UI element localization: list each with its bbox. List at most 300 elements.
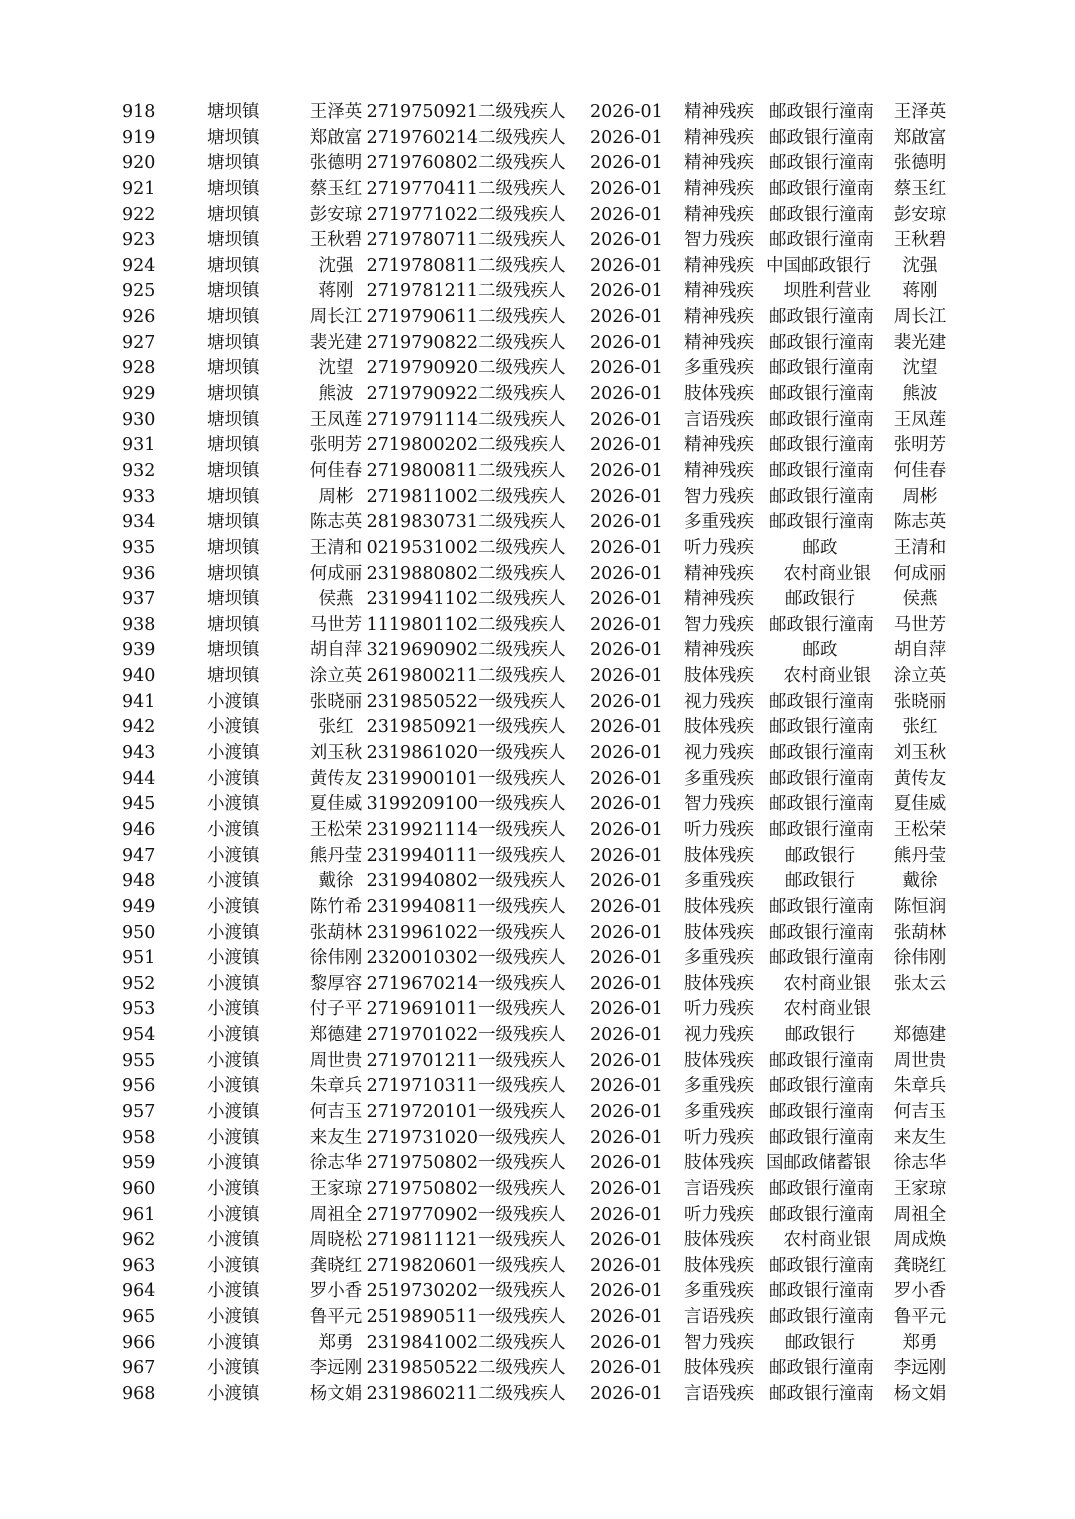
bank-cell: 邮政银行潼南: [769, 819, 874, 840]
town-cell: 塘坝镇: [207, 589, 260, 610]
table-row: [0, 1305, 1075, 1331]
bank-cell: 邮政银行潼南: [769, 922, 874, 943]
disability-level-cell: 一级残疾人: [478, 1127, 566, 1148]
bank-cell: 邮政银行潼南: [769, 1101, 874, 1122]
disability-level-cell: 一级残疾人: [478, 896, 566, 917]
row-number: 945: [122, 794, 156, 815]
disability-level-cell: 二级残疾人: [478, 460, 566, 481]
bank-cell: 邮政银行: [785, 845, 855, 866]
table-row: [0, 459, 1075, 485]
name-cell: 王秋碧: [309, 230, 363, 251]
name-cell: 张红: [318, 717, 354, 738]
bank-cell: 邮政银行潼南: [769, 768, 874, 789]
bank-cell: 坝胜利营业: [783, 281, 871, 302]
id-number-cell: 2719750802: [366, 1178, 478, 1199]
town-cell: 小渡镇: [207, 922, 260, 943]
date-cell: 2026-01: [590, 1307, 663, 1328]
town-cell: 小渡镇: [207, 973, 260, 994]
town-cell: 塘坝镇: [207, 230, 260, 251]
bank-cell: 邮政银行潼南: [769, 1384, 874, 1405]
account-holder-cell: 夏佳威: [893, 794, 947, 815]
town-cell: 小渡镇: [207, 845, 260, 866]
id-number-cell: 2719790920: [366, 358, 478, 379]
table-row: [0, 228, 1075, 254]
account-holder-cell: 郑啟富: [893, 127, 947, 148]
table-row: [0, 1151, 1075, 1177]
table-row: [0, 408, 1075, 434]
town-cell: 小渡镇: [207, 1255, 260, 1276]
name-cell: 胡自萍: [309, 640, 363, 661]
account-holder-cell: 郑德建: [893, 1025, 947, 1046]
date-cell: 2026-01: [590, 896, 663, 917]
bank-cell: 邮政银行潼南: [769, 614, 874, 635]
date-cell: 2026-01: [590, 230, 663, 251]
table-row: [0, 715, 1075, 741]
disability-type-cell: 精神残疾: [684, 178, 754, 199]
date-cell: 2026-01: [590, 1230, 663, 1251]
row-number: 947: [122, 845, 156, 866]
disability-type-cell: 肢体残疾: [684, 1358, 754, 1379]
name-cell: 周长江: [309, 307, 363, 328]
disability-level-cell: 一级残疾人: [478, 1178, 566, 1199]
disability-level-cell: 二级残疾人: [478, 307, 566, 328]
account-holder-cell: 马世芳: [893, 614, 947, 635]
disability-level-cell: 二级残疾人: [478, 332, 566, 353]
row-number: 957: [122, 1101, 156, 1122]
name-cell: 王松荣: [309, 819, 363, 840]
bank-cell: 邮政银行潼南: [769, 1204, 874, 1225]
id-number-cell: 2319921114: [366, 819, 478, 840]
disability-type-cell: 视力残疾: [684, 743, 754, 764]
disability-type-cell: 精神残疾: [684, 332, 754, 353]
date-cell: 2026-01: [590, 1255, 663, 1276]
row-number: 936: [122, 563, 156, 584]
table-row: [0, 1023, 1075, 1049]
disability-level-cell: 二级残疾人: [478, 230, 566, 251]
name-cell: 来友生: [309, 1127, 363, 1148]
name-cell: 黎厚容: [309, 973, 363, 994]
bank-cell: 邮政银行潼南: [769, 178, 874, 199]
id-number-cell: 2719760802: [366, 153, 478, 174]
table-row: [0, 1100, 1075, 1126]
date-cell: 2026-01: [590, 255, 663, 276]
disability-level-cell: 二级残疾人: [478, 153, 566, 174]
disability-level-cell: 一级残疾人: [478, 1204, 566, 1225]
date-cell: 2026-01: [590, 948, 663, 969]
disability-type-cell: 肢体残疾: [684, 845, 754, 866]
table-row: [0, 844, 1075, 870]
account-holder-cell: 罗小香: [893, 1281, 947, 1302]
bank-cell: 邮政银行潼南: [769, 1127, 874, 1148]
row-number: 925: [122, 281, 156, 302]
row-number: 954: [122, 1025, 156, 1046]
disability-level-cell: 一级残疾人: [478, 819, 566, 840]
date-cell: 2026-01: [590, 614, 663, 635]
disability-type-cell: 多重残疾: [684, 1281, 754, 1302]
name-cell: 郑德建: [309, 1025, 363, 1046]
table-row: [0, 664, 1075, 690]
id-number-cell: 2320010302: [366, 948, 478, 969]
account-holder-cell: 王秋碧: [893, 230, 947, 251]
name-cell: 何佳春: [309, 460, 363, 481]
disability-level-cell: 一级残疾人: [478, 922, 566, 943]
row-number: 927: [122, 332, 156, 353]
bank-cell: 邮政银行潼南: [769, 153, 874, 174]
table-row: [0, 485, 1075, 511]
bank-cell: 邮政银行潼南: [769, 409, 874, 430]
disability-level-cell: 二级残疾人: [478, 127, 566, 148]
town-cell: 塘坝镇: [207, 332, 260, 353]
disability-level-cell: 二级残疾人: [478, 204, 566, 225]
bank-cell: 国邮政储蓄银: [766, 1153, 871, 1174]
disability-level-cell: 一级残疾人: [478, 691, 566, 712]
date-cell: 2026-01: [590, 1358, 663, 1379]
account-holder-cell: 蔡玉红: [893, 178, 947, 199]
disability-level-cell: 二级残疾人: [478, 1358, 566, 1379]
account-holder-cell: 熊波: [902, 384, 938, 405]
disability-level-cell: 二级残疾人: [478, 255, 566, 276]
bank-cell: 农村商业银: [783, 1230, 871, 1251]
id-number-cell: 2719800202: [366, 435, 478, 456]
id-number-cell: 2719790922: [366, 384, 478, 405]
disability-type-cell: 肢体残疾: [684, 1255, 754, 1276]
account-holder-cell: 王清和: [893, 537, 947, 558]
table-row: [0, 690, 1075, 716]
bank-cell: 邮政银行潼南: [769, 127, 874, 148]
row-number: 943: [122, 743, 156, 764]
table-row: [0, 305, 1075, 331]
account-holder-cell: 张德明: [893, 153, 947, 174]
date-cell: 2026-01: [590, 743, 663, 764]
table-row: [0, 972, 1075, 998]
row-number: 958: [122, 1127, 156, 1148]
row-number: 926: [122, 307, 156, 328]
disability-type-cell: 精神残疾: [684, 127, 754, 148]
table-row: [0, 536, 1075, 562]
id-number-cell: 2719780811: [366, 255, 478, 276]
disability-type-cell: 精神残疾: [684, 153, 754, 174]
disability-type-cell: 智力残疾: [684, 1332, 754, 1353]
table-row: [0, 279, 1075, 305]
date-cell: 2026-01: [590, 973, 663, 994]
row-number: 955: [122, 1050, 156, 1071]
row-number: 939: [122, 640, 156, 661]
id-number-cell: 2319961022: [366, 922, 478, 943]
table-row: [0, 151, 1075, 177]
town-cell: 塘坝镇: [207, 640, 260, 661]
date-cell: 2026-01: [590, 1101, 663, 1122]
date-cell: 2026-01: [590, 204, 663, 225]
name-cell: 周晓松: [309, 1230, 363, 1251]
bank-cell: 农村商业银: [783, 666, 871, 687]
row-number: 965: [122, 1307, 156, 1328]
table-row: [0, 1126, 1075, 1152]
bank-cell: 中国邮政银行: [766, 255, 871, 276]
disability-type-cell: 精神残疾: [684, 435, 754, 456]
bank-cell: 邮政银行潼南: [769, 717, 874, 738]
town-cell: 小渡镇: [207, 1025, 260, 1046]
town-cell: 小渡镇: [207, 691, 260, 712]
date-cell: 2026-01: [590, 1050, 663, 1071]
table-row: [0, 1254, 1075, 1280]
name-cell: 王清和: [309, 537, 363, 558]
id-number-cell: 2319861020: [366, 743, 478, 764]
table-row: [0, 767, 1075, 793]
town-cell: 小渡镇: [207, 896, 260, 917]
date-cell: 2026-01: [590, 1127, 663, 1148]
bank-cell: 邮政银行: [785, 1025, 855, 1046]
id-number-cell: 2719710311: [366, 1076, 478, 1097]
table-row: [0, 1177, 1075, 1203]
table-row: [0, 587, 1075, 613]
disability-level-cell: 二级残疾人: [478, 358, 566, 379]
row-number: 960: [122, 1178, 156, 1199]
bank-cell: 邮政银行潼南: [769, 307, 874, 328]
date-cell: 2026-01: [590, 922, 663, 943]
disability-level-cell: 二级残疾人: [478, 102, 566, 122]
town-cell: 塘坝镇: [207, 486, 260, 507]
name-cell: 张德明: [309, 153, 363, 174]
bank-cell: 邮政银行潼南: [769, 1178, 874, 1199]
account-holder-cell: 蒋刚: [902, 281, 938, 302]
town-cell: 塘坝镇: [207, 537, 260, 558]
row-number: 953: [122, 999, 156, 1020]
name-cell: 鲁平元: [309, 1307, 363, 1328]
town-cell: 塘坝镇: [207, 435, 260, 456]
disability-level-cell: 二级残疾人: [478, 384, 566, 405]
id-number-cell: 2719701022: [366, 1025, 478, 1046]
disability-type-cell: 视力残疾: [684, 1025, 754, 1046]
name-cell: 周彬: [318, 486, 354, 507]
row-number: 966: [122, 1332, 156, 1353]
table-row: [0, 638, 1075, 664]
disability-level-cell: 一级残疾人: [478, 1307, 566, 1328]
disability-type-cell: 视力残疾: [684, 691, 754, 712]
account-holder-cell: 何佳春: [893, 460, 947, 481]
disability-type-cell: 精神残疾: [684, 640, 754, 661]
name-cell: 熊波: [318, 384, 354, 405]
disability-level-cell: 二级残疾人: [478, 1332, 566, 1353]
row-number: 951: [122, 948, 156, 969]
bank-cell: 邮政银行潼南: [769, 743, 874, 764]
date-cell: 2026-01: [590, 460, 663, 481]
name-cell: 何吉玉: [309, 1101, 363, 1122]
account-holder-cell: 何成丽: [893, 563, 947, 584]
date-cell: 2026-01: [590, 486, 663, 507]
row-number: 961: [122, 1204, 156, 1225]
id-number-cell: 2719771022: [366, 204, 478, 225]
account-holder-cell: 戴徐: [902, 871, 938, 892]
town-cell: 塘坝镇: [207, 384, 260, 405]
account-holder-cell: 来友生: [893, 1127, 947, 1148]
account-holder-cell: 何吉玉: [893, 1101, 947, 1122]
account-holder-cell: 陈志英: [893, 512, 947, 533]
bank-cell: 邮政银行潼南: [769, 486, 874, 507]
id-number-cell: 2819830731: [366, 512, 478, 533]
disability-level-cell: 一级残疾人: [478, 743, 566, 764]
id-number-cell: 2719750802: [366, 1153, 478, 1174]
row-number: 964: [122, 1281, 156, 1302]
town-cell: 小渡镇: [207, 717, 260, 738]
disability-level-cell: 二级残疾人: [478, 1384, 566, 1405]
disability-level-cell: 一级残疾人: [478, 1050, 566, 1071]
date-cell: 2026-01: [590, 819, 663, 840]
id-number-cell: 2719781211: [366, 281, 478, 302]
town-cell: 小渡镇: [207, 1050, 260, 1071]
id-number-cell: 2719780711: [366, 230, 478, 251]
disability-level-cell: 二级残疾人: [478, 281, 566, 302]
bank-cell: 邮政银行潼南: [769, 332, 874, 353]
table-row: [0, 126, 1075, 152]
town-cell: 塘坝镇: [207, 358, 260, 379]
bank-cell: 农村商业银: [783, 973, 871, 994]
account-holder-cell: 王凤莲: [893, 409, 947, 430]
town-cell: 小渡镇: [207, 1127, 260, 1148]
table-row: [0, 895, 1075, 921]
name-cell: 夏佳威: [309, 794, 363, 815]
account-holder-cell: 杨文娟: [893, 1384, 947, 1405]
disability-level-cell: 二级残疾人: [478, 666, 566, 687]
town-cell: 塘坝镇: [207, 127, 260, 148]
disability-type-cell: 多重残疾: [684, 871, 754, 892]
account-holder-cell: 王松荣: [893, 819, 947, 840]
bank-cell: 邮政银行潼南: [769, 435, 874, 456]
id-number-cell: 2519890511: [366, 1307, 478, 1328]
disability-type-cell: 肢体残疾: [684, 973, 754, 994]
id-number-cell: 2719820601: [366, 1255, 478, 1276]
row-number: 937: [122, 589, 156, 610]
row-number: 921: [122, 178, 156, 199]
id-number-cell: 2319850522: [366, 1358, 478, 1379]
bank-cell: 邮政银行潼南: [769, 1307, 874, 1328]
name-cell: 彭安琼: [309, 204, 363, 225]
table-row: [0, 562, 1075, 588]
account-holder-cell: 周成焕: [893, 1230, 947, 1251]
name-cell: 涂立英: [309, 666, 363, 687]
row-number: 919: [122, 127, 156, 148]
table-row: [0, 946, 1075, 972]
town-cell: 小渡镇: [207, 1307, 260, 1328]
bank-cell: 邮政银行潼南: [769, 1281, 874, 1302]
town-cell: 小渡镇: [207, 1204, 260, 1225]
account-holder-cell: 王泽英: [893, 102, 947, 122]
disability-type-cell: 多重残疾: [684, 768, 754, 789]
date-cell: 2026-01: [590, 691, 663, 712]
id-number-cell: 2619800211: [366, 666, 478, 687]
disability-level-cell: 一级残疾人: [478, 1153, 566, 1174]
id-number-cell: 2719770902: [366, 1204, 478, 1225]
disability-type-cell: 言语残疾: [684, 409, 754, 430]
table-row: [0, 1382, 1075, 1408]
town-cell: 小渡镇: [207, 743, 260, 764]
bank-cell: 邮政银行潼南: [769, 384, 874, 405]
disability-type-cell: 精神残疾: [684, 460, 754, 481]
bank-cell: 邮政银行潼南: [769, 794, 874, 815]
date-cell: 2026-01: [590, 640, 663, 661]
disability-type-cell: 多重残疾: [684, 1076, 754, 1097]
row-number: 942: [122, 717, 156, 738]
row-number: 922: [122, 204, 156, 225]
town-cell: 塘坝镇: [207, 307, 260, 328]
id-number-cell: 2519730202: [366, 1281, 478, 1302]
disability-type-cell: 听力残疾: [684, 537, 754, 558]
table-row: [0, 100, 1075, 126]
table-row: [0, 613, 1075, 639]
name-cell: 陈竹希: [309, 896, 363, 917]
account-holder-cell: 张红: [902, 717, 938, 738]
id-number-cell: 2319850522: [366, 691, 478, 712]
name-cell: 熊丹莹: [309, 845, 363, 866]
disability-level-cell: 一级残疾人: [478, 845, 566, 866]
id-number-cell: 2319900101: [366, 768, 478, 789]
name-cell: 徐伟刚: [309, 948, 363, 969]
disability-level-cell: 二级残疾人: [478, 563, 566, 584]
account-holder-cell: 侯燕: [902, 589, 938, 610]
disability-level-cell: 二级残疾人: [478, 178, 566, 199]
date-cell: 2026-01: [590, 1076, 663, 1097]
disability-type-cell: 智力残疾: [684, 794, 754, 815]
name-cell: 张明芳: [309, 435, 363, 456]
name-cell: 戴徐: [318, 871, 354, 892]
row-number: 918: [122, 102, 156, 122]
name-cell: 龚晓红: [309, 1255, 363, 1276]
table-row: [0, 203, 1075, 229]
bank-cell: 邮政银行: [785, 871, 855, 892]
disability-type-cell: 肢体残疾: [684, 717, 754, 738]
disability-level-cell: 一级残疾人: [478, 1255, 566, 1276]
table-row: [0, 254, 1075, 280]
disability-type-cell: 言语残疾: [684, 1178, 754, 1199]
disability-type-cell: 言语残疾: [684, 1307, 754, 1328]
row-number: 952: [122, 973, 156, 994]
town-cell: 小渡镇: [207, 768, 260, 789]
table-row: [0, 1074, 1075, 1100]
date-cell: 2026-01: [590, 768, 663, 789]
name-cell: 张葫林: [309, 922, 363, 943]
id-number-cell: 2319841002: [366, 1332, 478, 1353]
account-holder-cell: 王家琼: [893, 1178, 947, 1199]
town-cell: 小渡镇: [207, 999, 260, 1020]
row-number: 923: [122, 230, 156, 251]
bank-cell: 邮政银行潼南: [769, 1076, 874, 1097]
name-cell: 周世贵: [309, 1050, 363, 1071]
id-number-cell: 2719720101: [366, 1101, 478, 1122]
id-number-cell: 2719811002: [366, 486, 478, 507]
disability-type-cell: 肢体残疾: [684, 922, 754, 943]
bank-cell: 邮政银行潼南: [769, 1255, 874, 1276]
account-holder-cell: 朱章兵: [893, 1076, 947, 1097]
disability-type-cell: 听力残疾: [684, 819, 754, 840]
date-cell: 2026-01: [590, 1178, 663, 1199]
town-cell: 小渡镇: [207, 1332, 260, 1353]
town-cell: 塘坝镇: [207, 563, 260, 584]
bank-cell: 农村商业银: [783, 999, 871, 1020]
disability-type-cell: 肢体残疾: [684, 1153, 754, 1174]
disability-type-cell: 肢体残疾: [684, 896, 754, 917]
date-cell: 2026-01: [590, 409, 663, 430]
bank-cell: 邮政银行潼南: [769, 512, 874, 533]
row-number: 929: [122, 384, 156, 405]
disability-level-cell: 一级残疾人: [478, 768, 566, 789]
disability-level-cell: 一级残疾人: [478, 794, 566, 815]
account-holder-cell: 周世贵: [893, 1050, 947, 1071]
disability-level-cell: 一级残疾人: [478, 1101, 566, 1122]
name-cell: 黄传友: [309, 768, 363, 789]
row-number: 946: [122, 819, 156, 840]
disability-type-cell: 听力残疾: [684, 999, 754, 1020]
row-number: 938: [122, 614, 156, 635]
disability-type-cell: 多重残疾: [684, 1101, 754, 1122]
